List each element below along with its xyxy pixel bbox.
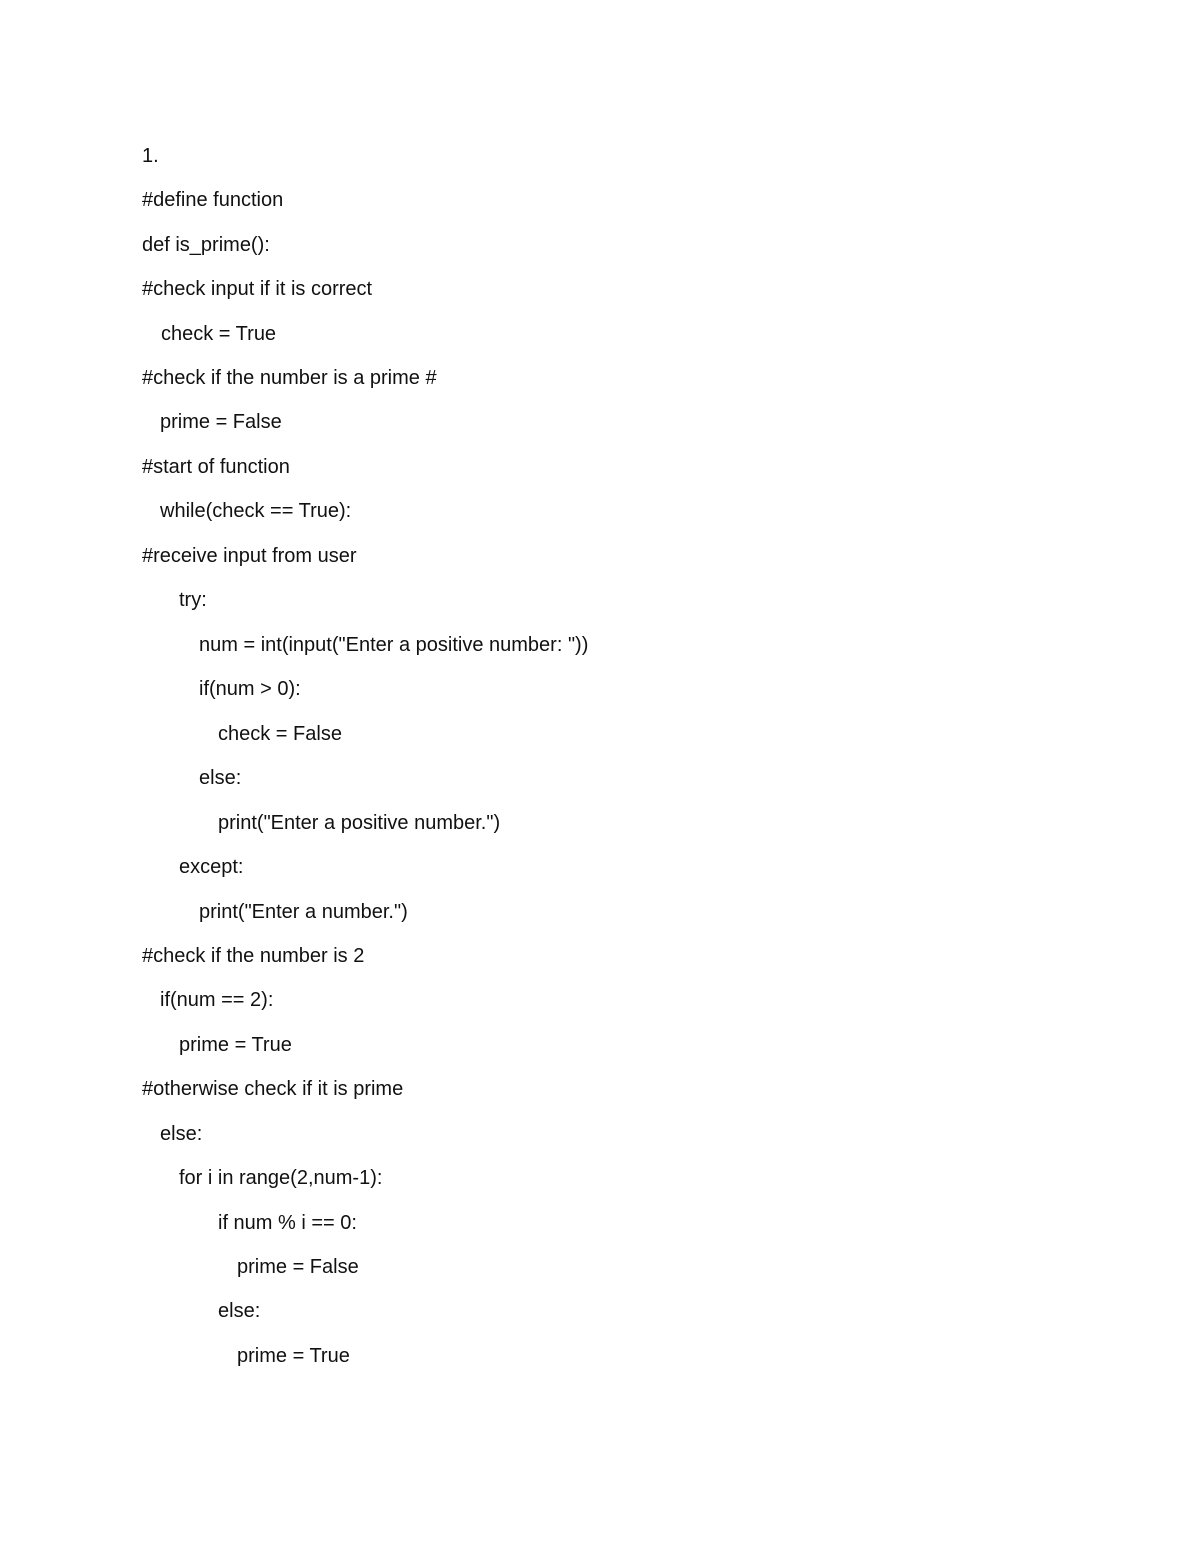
code-line: while(check == True): <box>160 500 352 522</box>
code-line: #check if the number is a prime # <box>142 367 437 389</box>
section-number: 1. <box>142 145 159 167</box>
code-line: #check if the number is 2 <box>142 945 365 967</box>
code-line: num = int(input("Enter a positive number: ")) <box>199 634 589 656</box>
code-line: except: <box>179 856 244 878</box>
code-line: prime = False <box>160 411 282 433</box>
code-line: prime = False <box>237 1256 359 1278</box>
code-line: try: <box>179 589 207 611</box>
code-line: print("Enter a number.") <box>199 901 408 923</box>
code-line: for i in range(2,num-1): <box>179 1167 383 1189</box>
code-line: if num % i == 0: <box>218 1212 357 1234</box>
code-line: #check input if it is correct <box>142 278 373 300</box>
code-line: check = False <box>218 723 342 745</box>
code-line: else: <box>160 1123 203 1145</box>
code-line: else: <box>199 767 242 789</box>
code-line: check = True <box>161 323 277 345</box>
code-line: else: <box>218 1300 261 1322</box>
code-line: if(num == 2): <box>160 989 274 1011</box>
code-line: #define function <box>142 189 284 211</box>
code-line: def is_prime(): <box>142 234 270 256</box>
code-line: prime = True <box>179 1034 292 1056</box>
code-line: #otherwise check if it is prime <box>142 1078 404 1100</box>
code-line: print("Enter a positive number.") <box>218 812 501 834</box>
code-line: if(num > 0): <box>199 678 301 700</box>
code-line: #receive input from user <box>142 545 357 567</box>
code-line: #start of function <box>142 456 290 478</box>
code-line: prime = True <box>237 1345 350 1367</box>
